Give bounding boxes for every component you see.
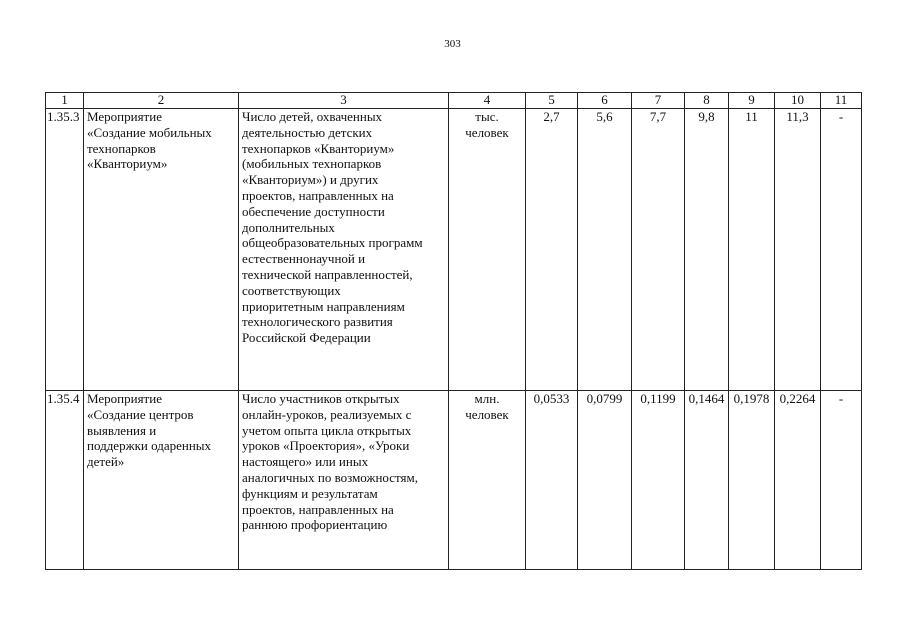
value-col-7: 7,7: [632, 109, 685, 391]
unit-of-measure: [449, 109, 526, 391]
event-line: Мероприятие: [87, 109, 162, 124]
header-cell-11: 11: [821, 93, 862, 109]
value-col-8: 9,8: [685, 109, 729, 391]
indicator-line: проектов, направленных на: [242, 501, 394, 517]
unit-line: тыс.: [475, 109, 499, 124]
value-col-8: 0,1464: [685, 391, 729, 570]
header-cell-6: 6: [578, 93, 632, 109]
indicator-line: Российской Федерации: [242, 330, 371, 346]
indicator-line: деятельностью детских: [242, 124, 373, 140]
indicator-line: технологического развития: [242, 314, 393, 330]
header-cell-3: 3: [239, 93, 449, 109]
indicator-line: приоритетным направлениям: [242, 298, 405, 314]
header-cell-8: 8: [685, 93, 729, 109]
indicator-line: аналогичных по возможностям,: [242, 469, 418, 485]
indicator-line: онлайн-уроков, реализуемых с: [242, 406, 412, 422]
indicator-description: [239, 391, 449, 570]
unit-line: человек: [465, 124, 509, 140]
indicator-line: технопарков «Кванториум»: [242, 140, 395, 156]
indicator-line: общеобразовательных программ: [242, 235, 423, 251]
header-cell-9: 9: [729, 93, 775, 109]
header-cell-10: 10: [775, 93, 821, 109]
header-cell-1: 1: [46, 93, 84, 109]
event-line: выявления и: [87, 422, 157, 438]
event-name: [84, 391, 239, 570]
event-line: Мероприятие: [87, 391, 162, 406]
unit-line: млн.: [474, 391, 500, 406]
indicator-line: уроков «Проектория», «Уроки: [242, 438, 410, 454]
event-name: [84, 109, 239, 391]
unit-line: человек: [465, 406, 509, 422]
indicator-line: учетом опыта цикла открытых: [242, 422, 412, 438]
indicator-description: [239, 109, 449, 391]
value-col-11: -: [821, 109, 862, 391]
value-col-6: 5,6: [578, 109, 632, 391]
indicators-table: [45, 92, 862, 570]
indicator-line: «Кванториум») и других: [242, 172, 379, 188]
event-line: «Создание центров: [87, 406, 194, 422]
event-line: детей»: [87, 454, 125, 470]
indicator-line: дополнительных: [242, 219, 335, 235]
indicator-line: Число детей, охваченных: [242, 109, 383, 124]
value-col-11: -: [821, 391, 862, 570]
value-col-7: 0,1199: [632, 391, 685, 570]
header-row: [46, 93, 862, 109]
indicator-line: соответствующих: [242, 282, 341, 298]
value-col-10: 11,3: [775, 109, 821, 391]
value-col-10: 0,2264: [775, 391, 821, 570]
value-col-9: 11: [729, 109, 775, 391]
value-col-9: 0,1978: [729, 391, 775, 570]
indicator-line: Число участников открытых: [242, 391, 400, 406]
indicator-line: обеспечение доступности: [242, 203, 385, 219]
indicator-line: (мобильных технопарков: [242, 156, 382, 172]
indicator-line: функциям и результатам: [242, 485, 378, 501]
event-line: поддержки одаренных: [87, 438, 212, 454]
table-row: [46, 109, 862, 391]
value-col-6: 0,0799: [578, 391, 632, 570]
event-line: «Кванториум»: [87, 156, 168, 172]
table-row: [46, 391, 862, 570]
row-code: 1.35.4: [46, 391, 84, 570]
row-code: 1.35.3: [46, 109, 84, 391]
header-cell-2: 2: [84, 93, 239, 109]
value-col-5: 2,7: [526, 109, 578, 391]
indicator-line: естественнонаучной и: [242, 251, 366, 267]
value-col-5: 0,0533: [526, 391, 578, 570]
header-cell-4: 4: [449, 93, 526, 109]
header-cell-7: 7: [632, 93, 685, 109]
unit-of-measure: [449, 391, 526, 570]
event-line: технопарков: [87, 140, 156, 156]
indicator-line: настоящего» или иных: [242, 454, 369, 470]
header-cell-5: 5: [526, 93, 578, 109]
indicator-line: проектов, направленных на: [242, 187, 394, 203]
page-number: 303: [444, 38, 461, 50]
indicator-line: технической направленностей,: [242, 266, 413, 282]
indicator-line: раннюю профориентацию: [242, 517, 388, 533]
event-line: «Создание мобильных: [87, 124, 212, 140]
